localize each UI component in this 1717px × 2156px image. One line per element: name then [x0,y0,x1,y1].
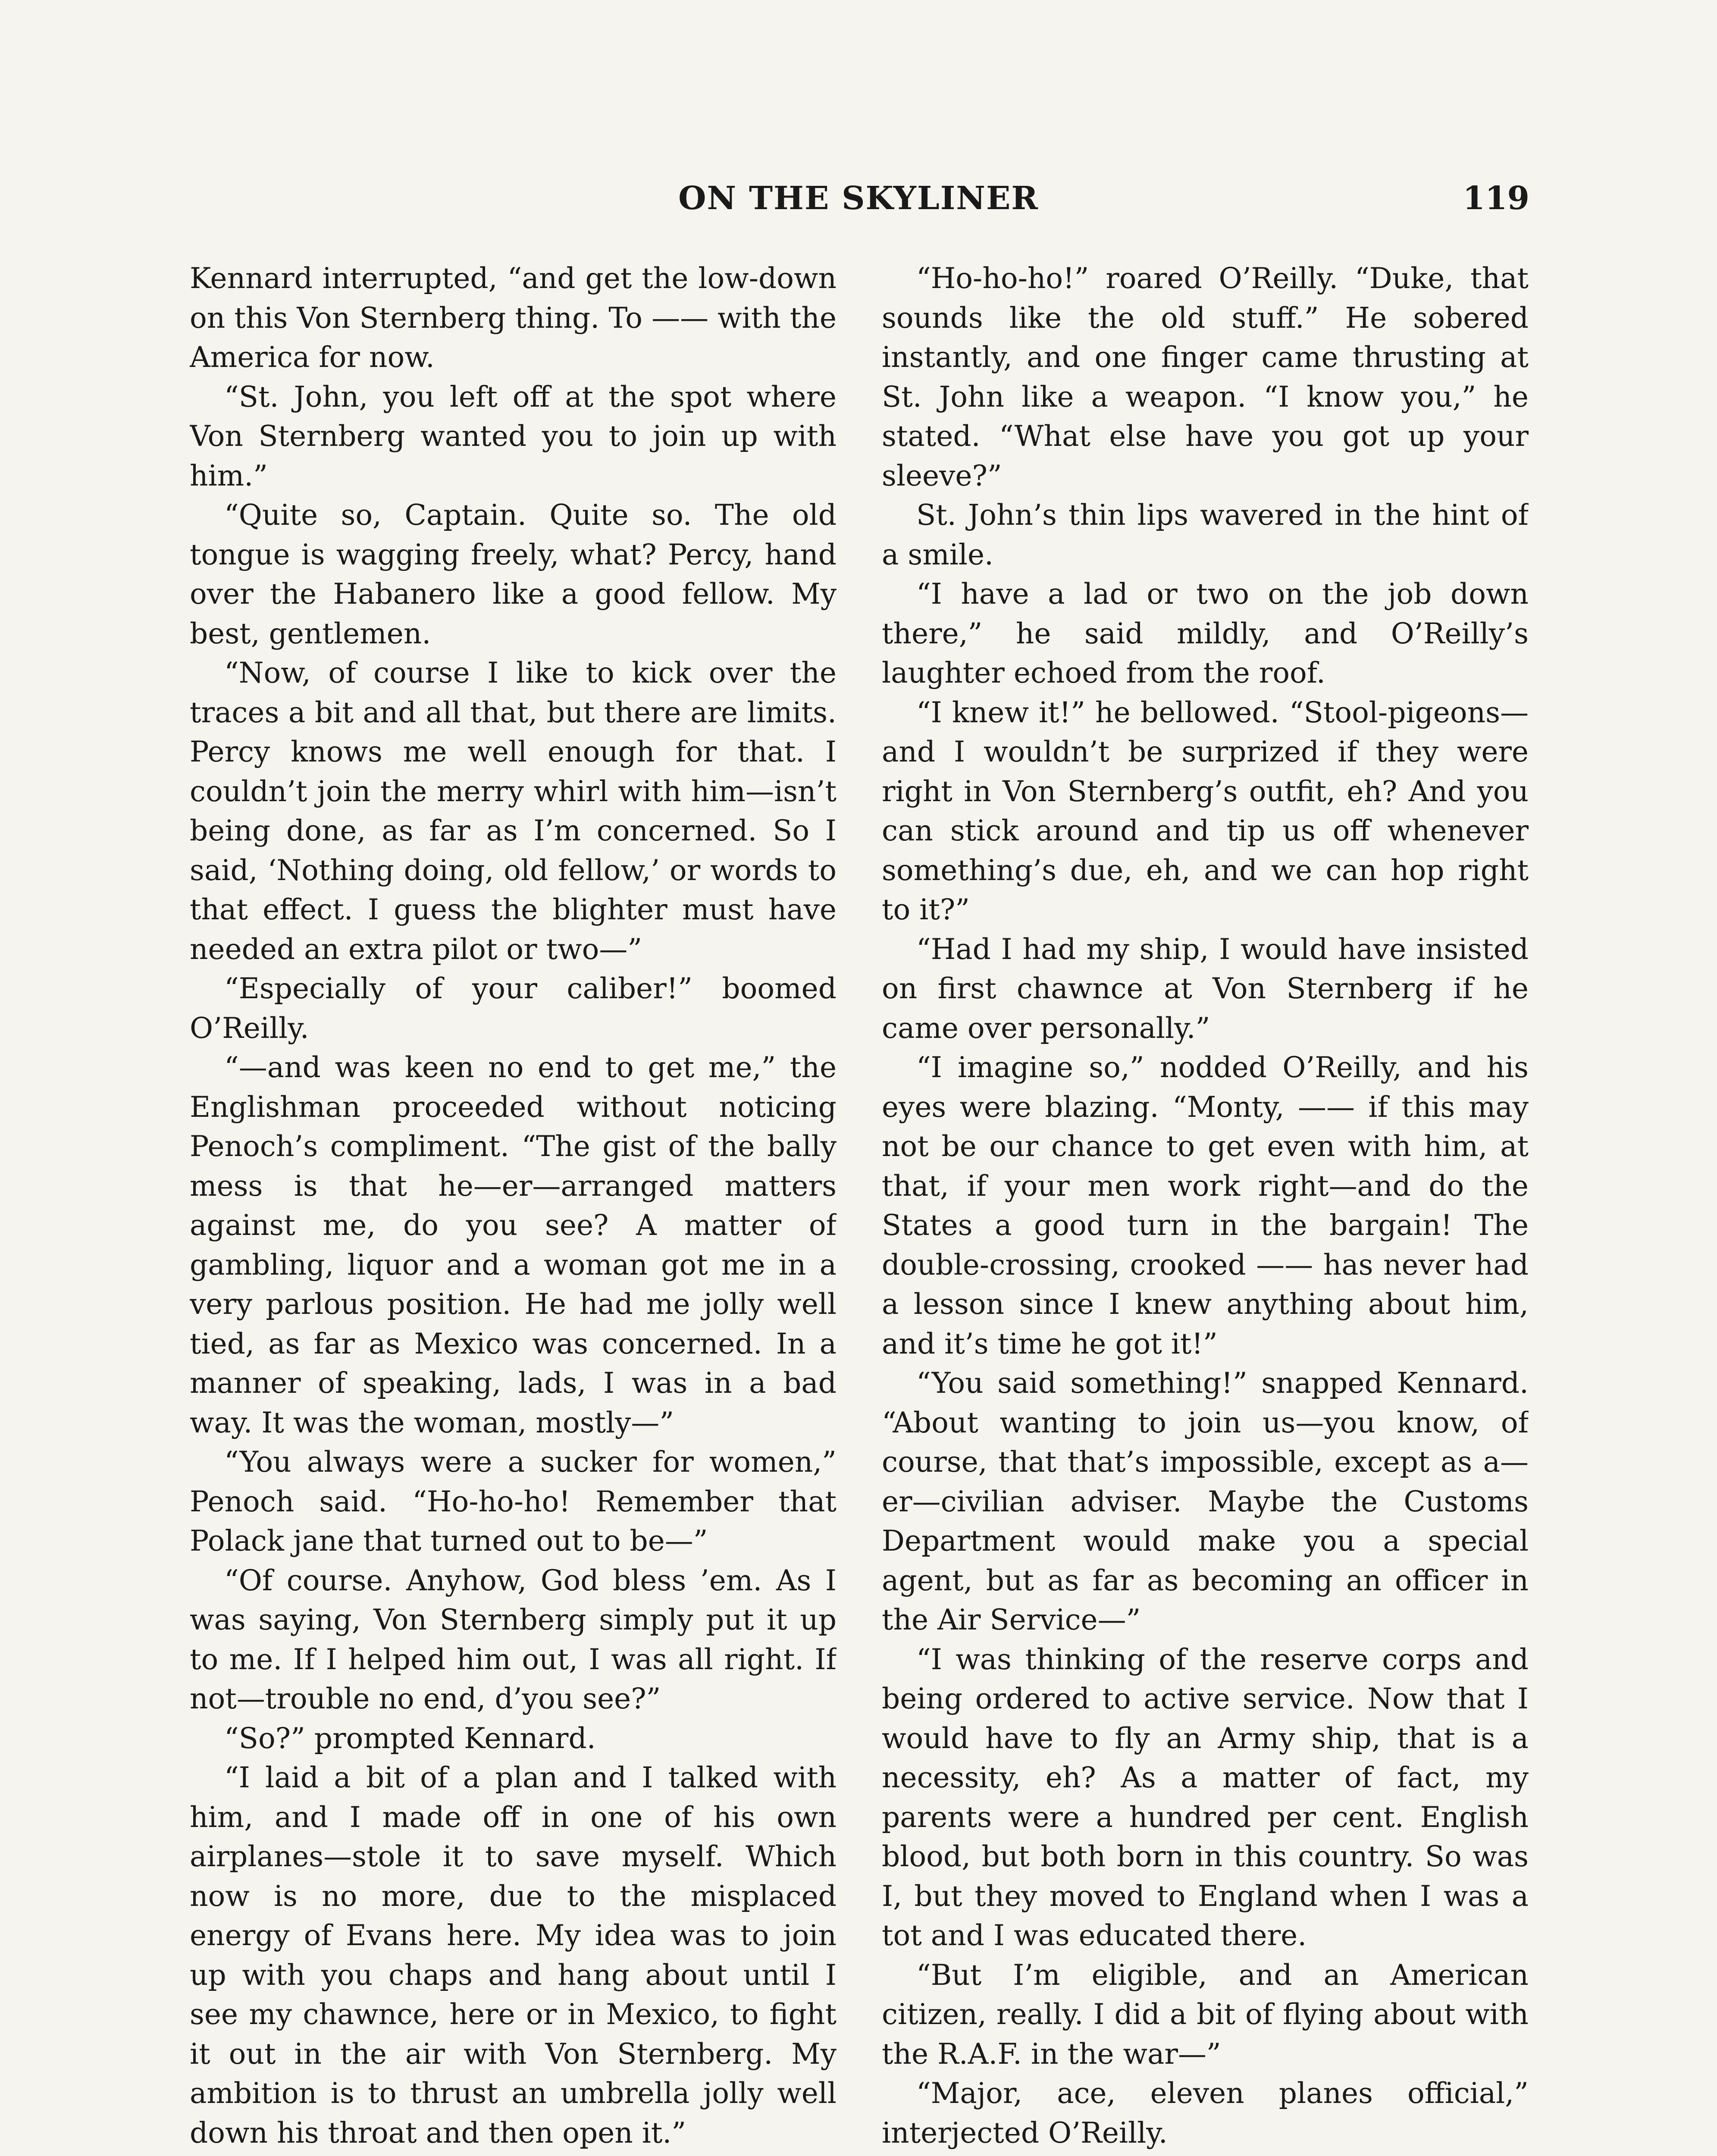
paragraph: “I have a lad or two on the job down there,” he said mildly, and O’Reilly’s laughter echoed from the roof. [882,577,1529,689]
right-column [882,259,1529,2156]
page-number: 119 [1463,180,1529,217]
running-head [0,172,1717,224]
paragraph: “Of course. Anyhow, God bless ’em. As I was saying, Von Sternberg simply put it up to me. If I helped him out, I was all right. If not—trouble no end, d’you see?” [190,1564,837,1715]
paragraph: “I knew it!” he bellowed. “Stool-pigeons—and I wouldn’t be surprized if they were right in Von Sternberg’s outfit, eh? And you can stick around and tip us off whenever something’s due, eh, and we can hop right to it?” [882,696,1529,926]
running-title: ON THE SKYLINER [678,180,1039,217]
paragraph: “I laid a bit of a plan and I talked with him, and I made off in one of his own airplanes—stole it to save myself. Which now is no more, due to the misplaced energy of Evans here. My idea was to join up with you chaps and hang about until I see my chawnce, here or in Mexico, to fight it out in the air with Von Sternberg. My ambition is to thrust an umbrella jolly well down his throat and then open it.” [190,1761,837,2150]
paragraph: “Especially of your caliber!” boomed O’Reilly. [190,972,837,1045]
paragraph: “Had I had my ship, I would have insisted on first chawnce at Von Sternberg if he came over personally.” [882,932,1529,1045]
paragraph: “Major, ace, eleven planes official,” interjected O’Reilly. [882,2077,1529,2150]
paragraph: “You said something!” snapped Kennard. “About wanting to join us—you know, of course, that that’s impossible, except as a—er—civilian adviser. Maybe the Customs Department would make you a special agent, but as far as becoming an officer in the Air Service—” [882,1366,1529,1636]
paragraph: “You always were a sucker for women,” Penoch said. “Ho-ho-ho! Remember that Polack jane that turned out to be—” [190,1445,837,1557]
paragraph: “Now, of course I like to kick over the traces a bit and all that, but there are limits. Percy knows me well enough for that. I couldn’t join the merry whirl with him—isn’t being done, as far as I’m concerned. So I said, ‘Nothing doing, old fellow,’ or words to that effect. I guess the blighter must have needed an extra pilot or two—” [190,656,837,966]
paragraph: “—and was keen no end to get me,” the Englishman proceeded without noticing Penoch’s compliment. “The gist of the bally mess is that he—er—arranged matters against me, do you see? A matter of gambling, liquor and a woman got me in a very parlous position. He had me jolly well tied, as far as Mexico was concerned. In a manner of speaking, lads, I was in a bad way. It was the woman, mostly—” [190,1051,837,1439]
paragraph: Kennard interrupted, “and get the low-down on this Von Sternberg thing. To —— with the America for now. [190,262,837,374]
paragraph: St. John’s thin lips wavered in the hint of a smile. [882,498,1529,571]
left-column [190,259,837,2156]
paragraph: “But I’m eligible, and an American citizen, really. I did a bit of flying about with the R.A.F. in the war—” [882,1958,1529,2071]
paragraph: “St. John, you left off at the spot where Von Sternberg wanted you to join up with him.” [190,380,837,492]
paragraph: “Ho-ho-ho!” roared O’Reilly. “Duke, that sounds like the old stuff.” He sobered instantly, and one finger came thrusting at St. John like a weapon. “I know you,” he stated. “What else have you got up your sleeve?” [882,262,1529,492]
paragraph: “I was thinking of the reserve corps and being ordered to active service. Now that I would have to fly an Army ship, that is a necessity, eh? As a matter of fact, my parents were a hundred per cent. English blood, but both born in this country. So was I, but they moved to England when I was a tot and I was educated there. [882,1642,1529,1952]
paragraph: “So?” prompted Kennard. [224,1721,596,1755]
paragraph [882,2153,1529,2156]
paragraph: “Quite so, Captain. Quite so. The old tongue is wagging freely, what? Percy, hand over the Habanero like a good fellow. My best, gentlemen. [190,498,837,650]
paragraph: “I imagine so,” nodded O’Reilly, and his eyes were blazing. “Monty, —— if this may not be our chance to get even with him, at that, if your men work right—and do the States a good turn in the bargain! The double-crossing, crooked —— has never had a lesson since I knew anything about him, and it’s time he got it!” [882,1051,1529,1360]
